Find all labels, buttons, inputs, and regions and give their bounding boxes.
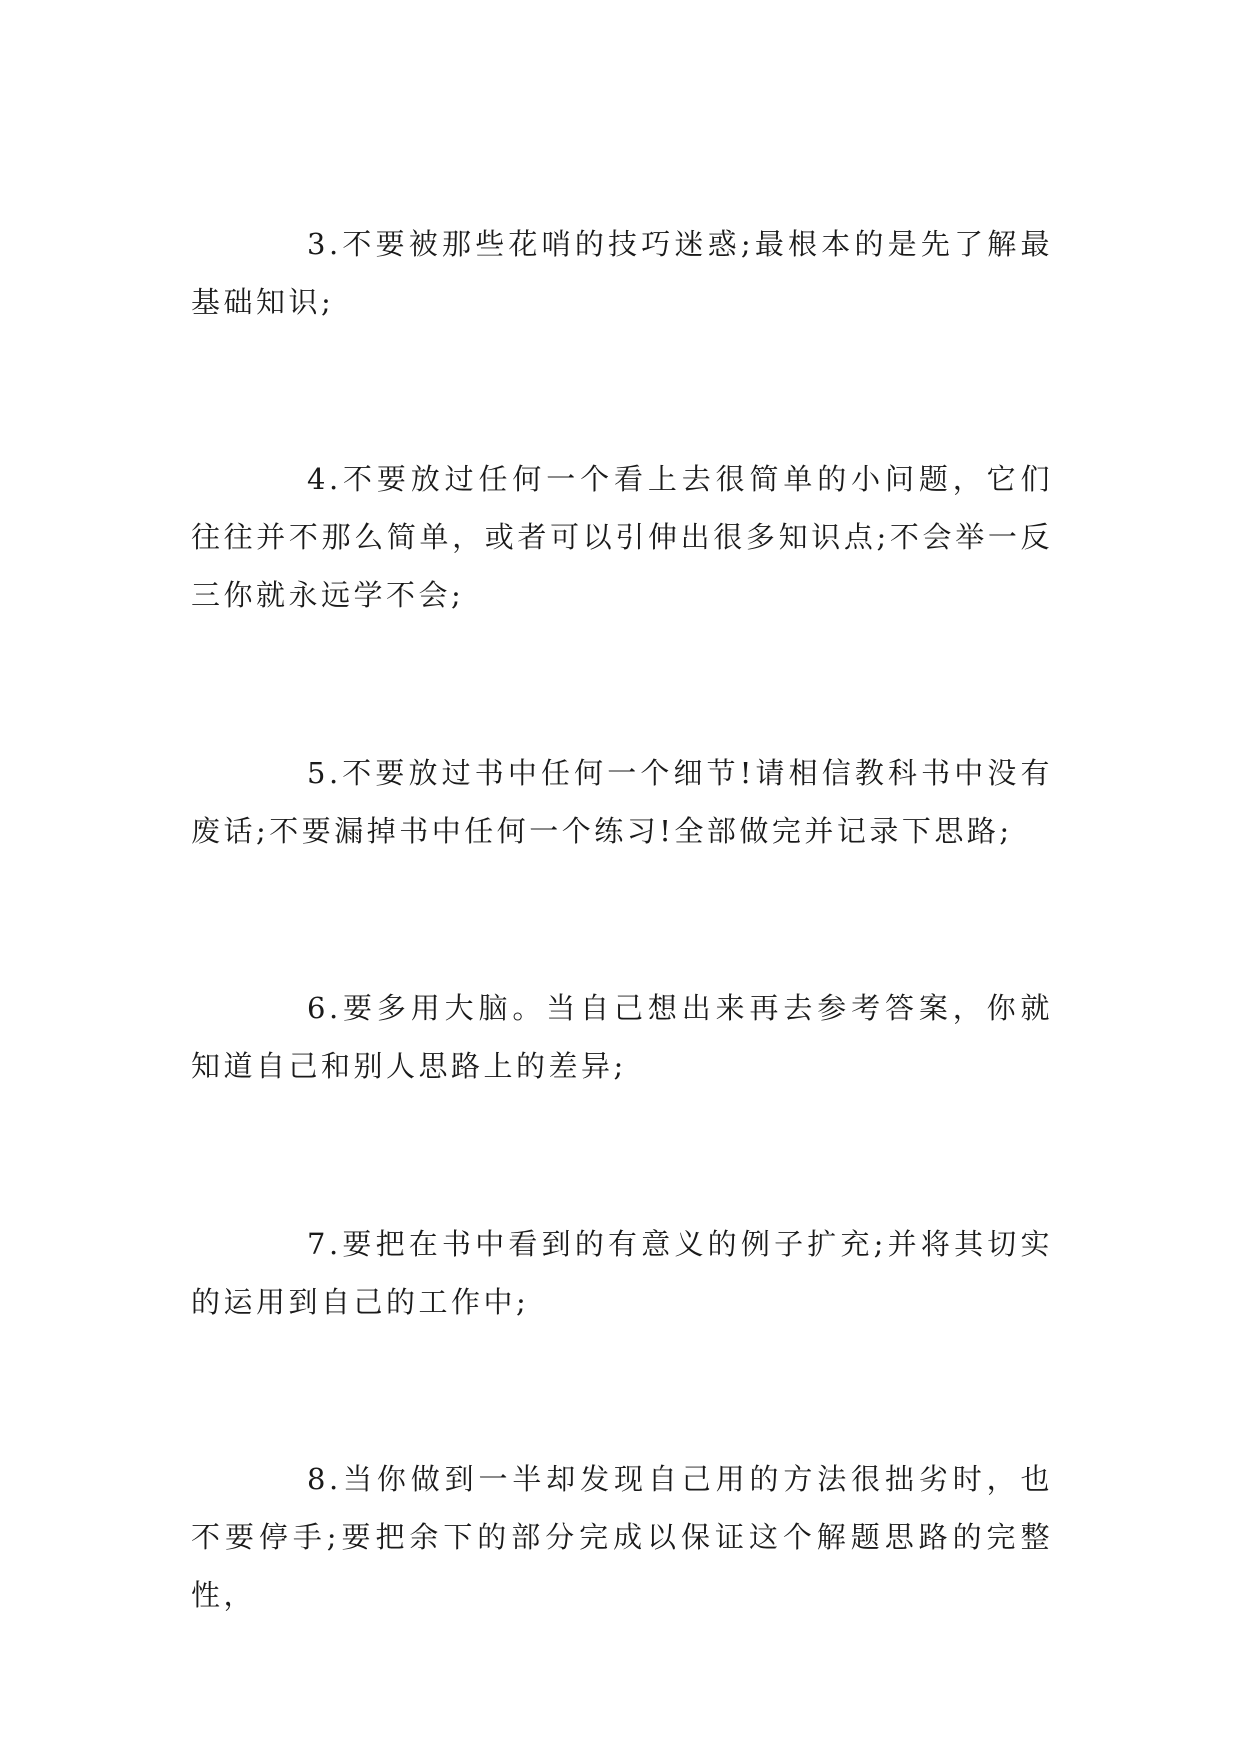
paragraph-item-5: 5.不要放过书中任何一个细节!请相信教科书中没有废话;不要漏掉书中任何一个练习!全部做完并记录下思路; (191, 756, 1053, 848)
paragraph-item-4: 4.不要放过任何一个看上去很简单的小问题，它们往往并不那么简单，或者可以引伸出很多知识点;不会举一反三你就永远学不会; (191, 462, 1053, 612)
paragraph-item-7: 7.要把在书中看到的有意义的例子扩充;并将其切实的运用到自己的工作中; (191, 1227, 1053, 1319)
paragraph-item-6: 6.要多用大脑。当自己想出来再去参考答案，你就知道自己和别人思路上的差异; (191, 991, 1053, 1083)
paragraph-item-8: 8.当你做到一半却发现自己用的方法很拙劣时，也不要停手;要把余下的部分完成以保证这个解题思路的完整性， (191, 1462, 1053, 1612)
paragraph-item-3: 3.不要被那些花哨的技巧迷惑;最根本的是先了解最基础知识; (191, 227, 1053, 319)
